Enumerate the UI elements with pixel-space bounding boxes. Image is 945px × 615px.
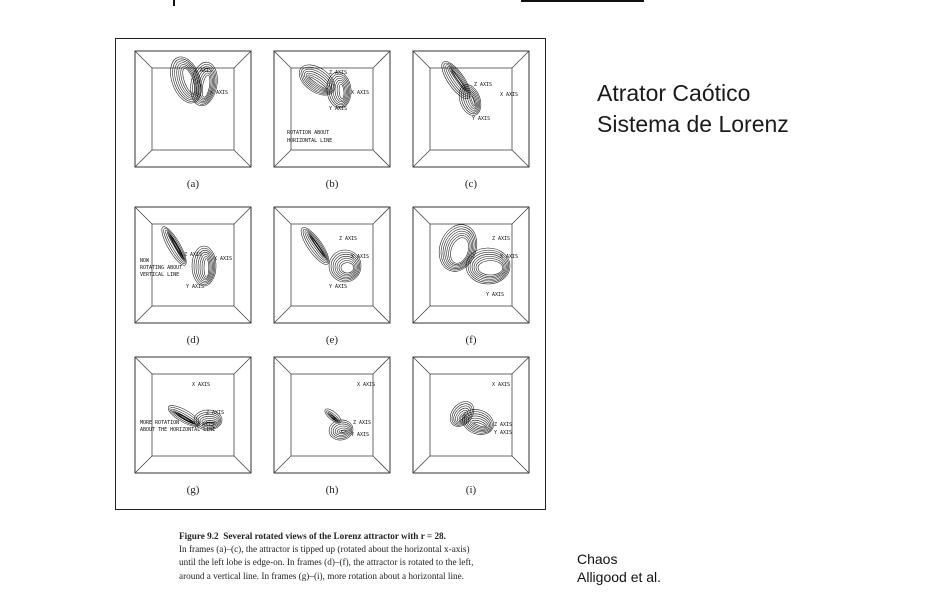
attractor-orbit (433, 219, 483, 276)
panel-annotation: Y AXIS (329, 284, 348, 290)
lorenz-attractor-view (273, 206, 391, 324)
panel-label: (b) (325, 178, 339, 190)
attractor-panel (273, 356, 391, 474)
lorenz-attractor-view (134, 356, 252, 474)
attractor-orbit (341, 263, 354, 273)
attractor-orbit (478, 261, 503, 275)
panel-annotation: Z AXIS (329, 70, 348, 76)
top-rule-left (173, 0, 175, 6)
caption-line-1: In frames (a)–(c), the attractor is tipped up (rotated about the horizontal x-axis) (179, 544, 470, 555)
attractor-panel (412, 356, 530, 474)
panel-annotation: Y AXIS (186, 284, 205, 290)
panel-annotation: ROTATING ABOUT (140, 265, 183, 271)
panel-annotation: X AXIS (492, 382, 511, 388)
attractor-orbit (336, 82, 346, 101)
panel-annotation: Z AXIS (494, 422, 513, 428)
attractor-panel (134, 50, 252, 168)
panel-annotation: X AXIS (500, 92, 519, 98)
attractor-orbit (337, 258, 356, 276)
lorenz-attractor-view (273, 356, 391, 474)
caption-heading: Several rotated views of the Lorenz attractor with r = 28. (223, 531, 446, 541)
panel-annotation: X AXIS (210, 90, 229, 96)
attractor-panel (134, 356, 252, 474)
attractor-orbit (473, 421, 486, 428)
figure-caption (179, 530, 551, 583)
panel-annotation: X AXIS (351, 90, 370, 96)
panel-annotation: X AXIS (192, 382, 211, 388)
attractor-orbit (460, 86, 481, 114)
panel-annotation: Y AXIS (472, 116, 491, 122)
panel-annotation: Z AXIS (353, 420, 372, 426)
panel-annotation: Z AXIS (184, 252, 203, 258)
attractor-orbit (442, 230, 475, 270)
top-rule-right (521, 0, 644, 2)
panel-label: (i) (465, 484, 477, 496)
lorenz-attractor-view (134, 206, 252, 324)
panel-label: (a) (186, 178, 200, 190)
attractor-orbit (468, 93, 477, 108)
slide-title (597, 78, 789, 140)
lorenz-attractor-view (273, 50, 391, 168)
panel-annotation: Y AXIS (486, 292, 505, 298)
attractor-panel (412, 206, 530, 324)
panel-label: (g) (186, 484, 200, 496)
attractor-panel (273, 206, 391, 324)
panel-annotation: Y AXIS (351, 432, 370, 438)
attractor-orbit (204, 259, 209, 277)
panel-annotation: Y AXIS (196, 422, 215, 428)
panel-label: (c) (464, 178, 478, 190)
caption-heading-line (179, 530, 551, 543)
source-credit (577, 550, 661, 586)
attractor-panel (412, 50, 530, 168)
lorenz-attractor-view (412, 206, 530, 324)
panel-annotation: HORIZONTAL LINE (287, 138, 333, 144)
panel-annotation: Z AXIS (492, 236, 511, 242)
panel-annotation: ABOUT THE HORIZONTAL LINE (140, 427, 216, 433)
attractor-panel (134, 206, 252, 324)
attractor-orbit (468, 416, 489, 432)
panel-annotation: Y AXIS (494, 430, 513, 436)
attractor-panel (273, 50, 391, 168)
caption-line-3: around a vertical line. In frames (g)–(i), more rotation about a horizontal line. (179, 570, 464, 581)
panel-annotation: X AXIS (500, 254, 519, 260)
panel-annotation: MORE ROTATION (140, 420, 180, 426)
panel-annotation: ROTATION ABOUT (287, 130, 330, 136)
panel-annotation: X AXIS (214, 256, 233, 262)
attractor-orbit (329, 413, 338, 421)
panel-label: (e) (325, 334, 339, 346)
credit-line-1: Chaos (577, 551, 618, 567)
credit-line-2: Alligood et al. (577, 569, 662, 585)
attractor-orbit (339, 84, 345, 99)
caption-figno: Figure 9.2 (179, 531, 219, 541)
panel-label: (f) (465, 334, 477, 346)
lorenz-attractor-view (134, 50, 252, 168)
lorenz-attractor-view (412, 356, 530, 474)
lorenz-attractor-view (412, 50, 530, 168)
title-line-2: Sistema de Lorenz (597, 111, 789, 137)
panel-annotation: NOW (140, 258, 150, 264)
title-line-1: Atrator Caótico (597, 80, 751, 106)
panel-annotation: Z AXIS (206, 410, 225, 416)
panel-annotation: X AXIS (351, 254, 370, 260)
panel-annotation: Z AXIS (194, 68, 213, 74)
panel-annotation: Z AXIS (339, 236, 358, 242)
attractor-orbit (476, 259, 504, 277)
panel-label: (h) (325, 484, 339, 496)
panel-annotation: Z AXIS (474, 82, 493, 88)
caption-line-2: until the left lobe is edge-on. In frames (d)–(f), the attractor is rotated to the left, (179, 557, 474, 568)
panel-annotation: X AXIS (357, 382, 376, 388)
panel-label: (d) (186, 334, 200, 346)
attractor-orbit (200, 254, 211, 280)
panel-annotation: Y AXIS (329, 106, 348, 112)
panel-annotation: VERTICAL LINE (140, 272, 180, 278)
